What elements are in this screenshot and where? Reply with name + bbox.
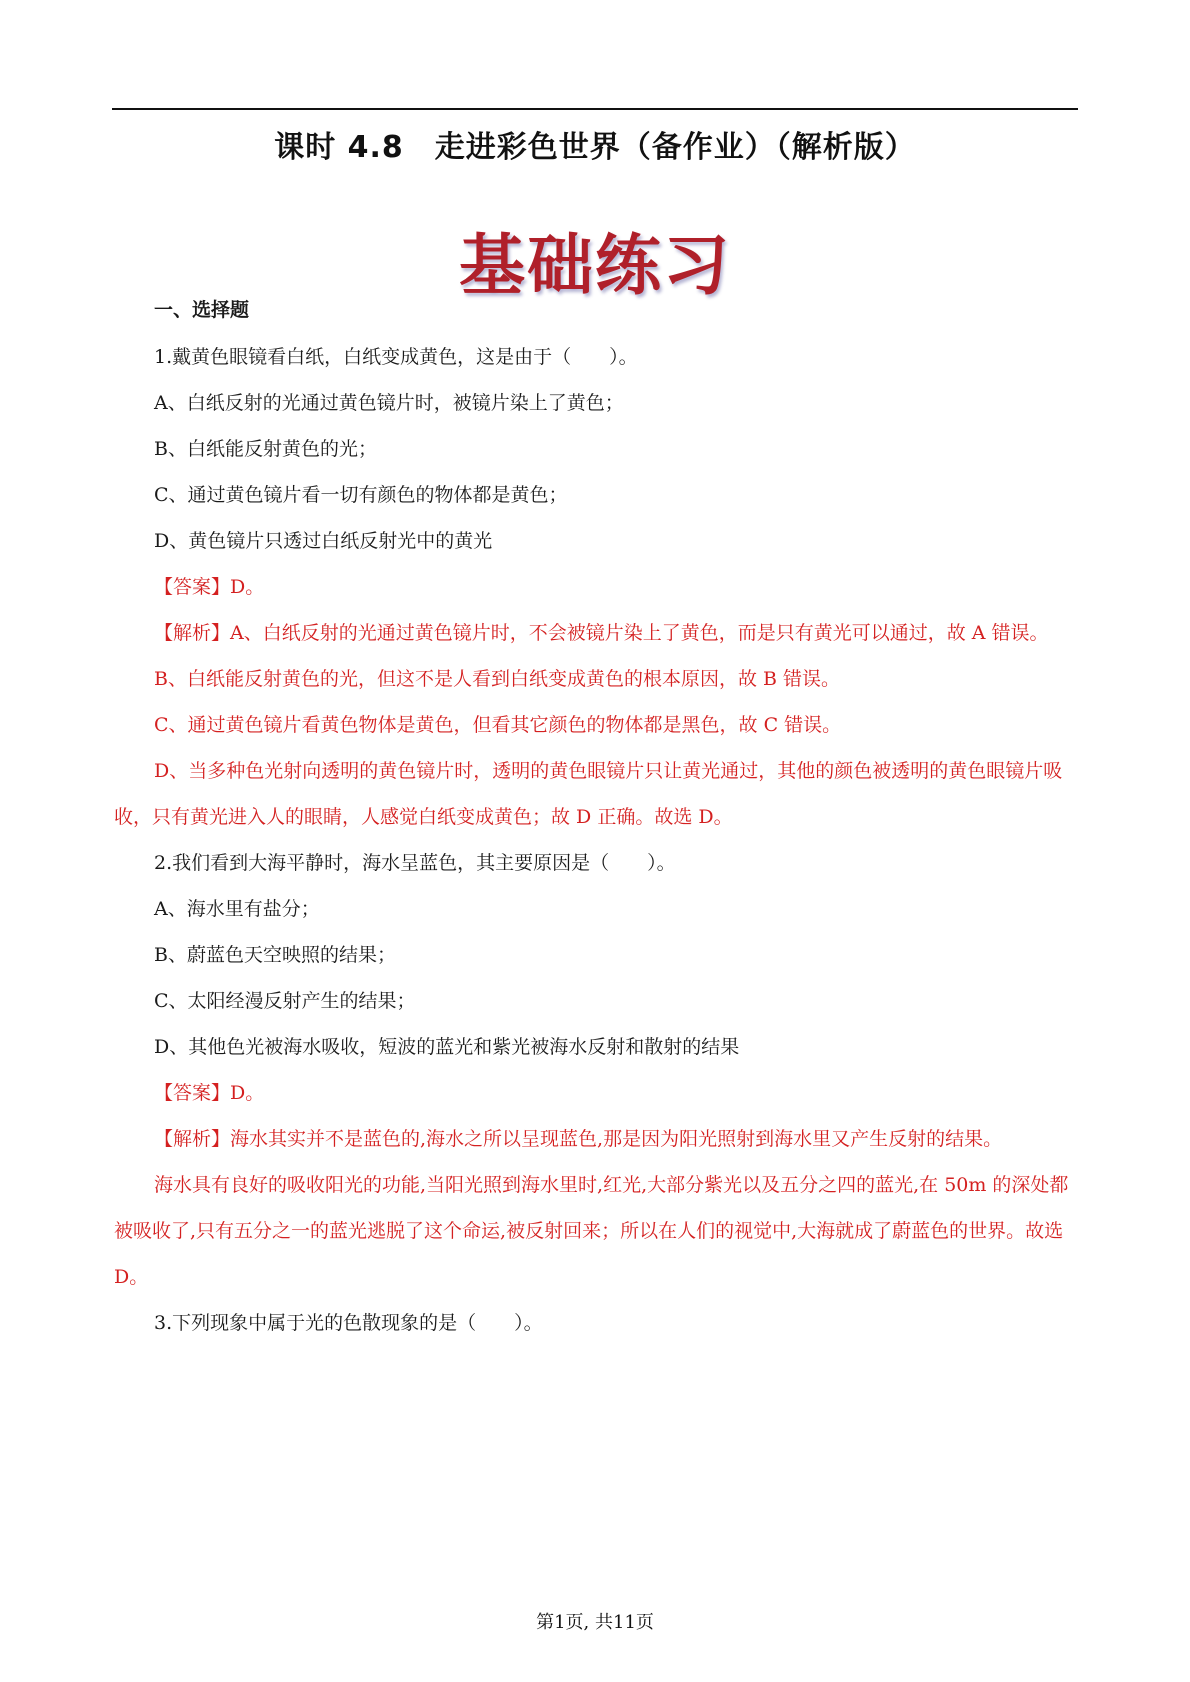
answer: 【答案】D。 xyxy=(154,576,265,598)
analysis-paragraph: 【解析】A、白纸反射的光通过黄色镜片时，不会被镜片染上了黄色，而是只有黄光可以通过，故 A 错误。 xyxy=(154,622,1049,644)
option-b: B、白纸能反射黄色的光； xyxy=(154,438,377,460)
question-3 xyxy=(114,1300,1076,1346)
question-stem: 1.戴黄色眼镜看白纸，白纸变成黄色，这是由于（ ）。 xyxy=(154,346,638,368)
question-1 xyxy=(114,334,1076,840)
document-body xyxy=(114,290,1076,1346)
analysis-paragraph: 海水具有良好的吸收阳光的功能,当阳光照到海水里时,红光,大部分紫光以及五分之四的蓝光,在 50m 的深处都被吸收了,只有五分之一的蓝光逃脱了这个命运,被反射回来；所以在人们的视觉中,大海就成了蔚蓝色的世界。故选 D。 xyxy=(114,1174,1069,1288)
analysis-paragraph: D、当多种色光射向透明的黄色镜片时，透明的黄色眼镜片只让黄光通过，其他的颜色被透明的黄色眼镜片吸收，只有黄光进入人的眼睛，人感觉白纸变成黄色；故 D 正确。故选 D。 xyxy=(114,760,1063,828)
section-heading: 一、选择题 xyxy=(154,299,250,321)
option-d: D、黄色镜片只透过白纸反射光中的黄光 xyxy=(154,530,493,552)
analysis-paragraph: C、通过黄色镜片看黄色物体是黄色，但看其它颜色的物体都是黑色，故 C 错误。 xyxy=(154,714,842,736)
option-b: B、蔚蓝色天空映照的结果； xyxy=(154,944,396,966)
question-stem: 3.下列现象中属于光的色散现象的是（ ）。 xyxy=(154,1312,543,1334)
option-c: C、太阳经漫反射产生的结果； xyxy=(154,990,416,1012)
page-footer: 第1页, 共11页 xyxy=(536,1612,654,1633)
option-d: D、其他色光被海水吸收，短波的蓝光和紫光被海水反射和散射的结果 xyxy=(154,1036,740,1058)
header-rule xyxy=(112,108,1078,110)
question-stem: 2.我们看到大海平静时，海水呈蓝色，其主要原因是（ ）。 xyxy=(154,852,676,874)
section-banner: 基础练习 xyxy=(459,226,731,304)
analysis-paragraph: B、白纸能反射黄色的光，但这不是人看到白纸变成黄色的根本原因，故 B 错误。 xyxy=(154,668,841,690)
answer: 【答案】D。 xyxy=(154,1082,265,1104)
analysis-paragraph: 【解析】海水其实并不是蓝色的,海水之所以呈现蓝色,那是因为阳光照射到海水里又产生反射的结果。 xyxy=(154,1128,1003,1150)
question-2 xyxy=(114,840,1076,1300)
option-a: A、海水里有盐分； xyxy=(154,898,320,920)
option-c: C、通过黄色镜片看一切有颜色的物体都是黄色； xyxy=(154,484,568,506)
document-title: 课时 4.8 走进彩色世界（备作业）（解析版） xyxy=(274,130,916,165)
option-a: A、白纸反射的光通过黄色镜片时，被镜片染上了黄色； xyxy=(154,392,624,414)
